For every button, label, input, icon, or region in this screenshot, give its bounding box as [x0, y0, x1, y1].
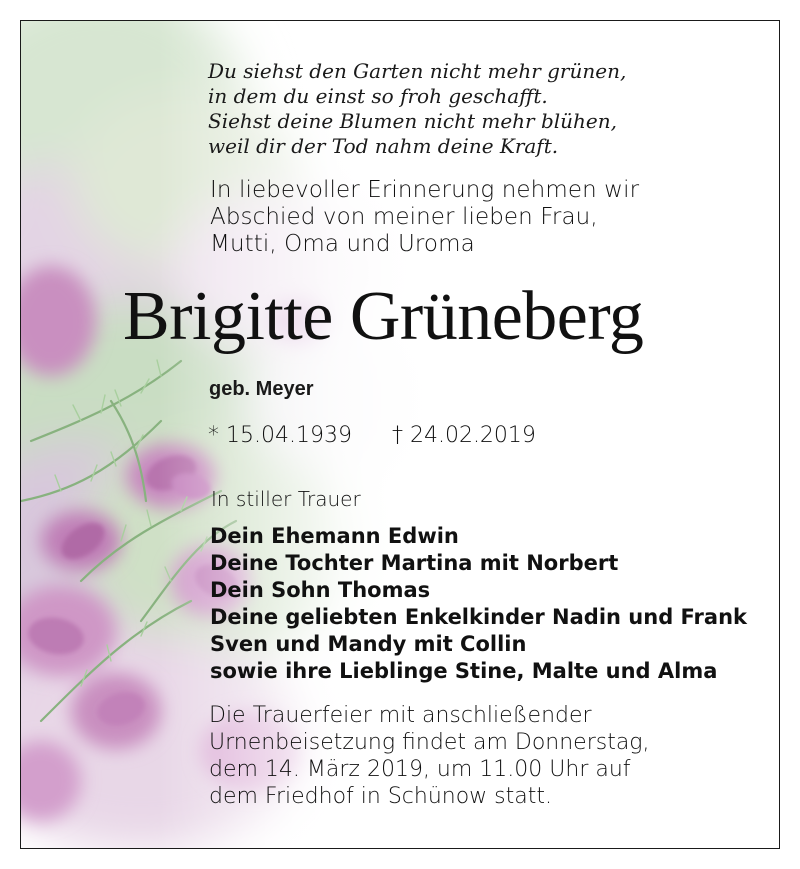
mourners-list — [210, 523, 747, 685]
mourner-line: sowie ihre Lieblinge Stine, Malte und Alma — [210, 659, 718, 683]
mourning-label: In stiller Trauer — [211, 487, 361, 511]
service-line: Die Trauerfeier mit anschließender — [209, 703, 592, 728]
life-dates — [208, 423, 536, 448]
deceased-name: Brigitte Grüneberg — [123, 278, 644, 355]
poem-line: Du siehst den Garten nicht mehr grünen, — [208, 59, 627, 83]
birth-date: * 15.04.1939 — [208, 423, 352, 448]
intro-line: In liebevoller Erinnerung nehmen wir — [210, 177, 640, 203]
poem-line: in dem du einst so froh geschafft. — [208, 84, 548, 108]
obituary-notice — [20, 20, 780, 849]
mourner-line: Dein Ehemann Edwin — [210, 524, 459, 548]
mourner-line: Deine Tochter Martina mit Norbert — [210, 551, 619, 575]
mourner-line: Deine geliebten Enkelkinder Nadin und Frank — [210, 605, 747, 629]
death-date: † 24.02.2019 — [391, 423, 536, 448]
intro-line: Mutti, Oma und Uroma — [210, 231, 475, 257]
poem-line: weil dir der Tod nahm deine Kraft. — [208, 134, 559, 158]
intro-line: Abschied von meiner lieben Frau, — [210, 204, 598, 230]
funeral-service-info — [209, 702, 650, 810]
mourner-line: Sven und Mandy mit Collin — [210, 632, 527, 656]
service-line: dem 14. März 2019, um 11.00 Uhr auf — [209, 757, 631, 782]
remembrance-intro — [210, 177, 639, 258]
mourner-line: Dein Sohn Thomas — [210, 578, 431, 602]
poem-line: Siehst deine Blumen nicht mehr blühen, — [208, 109, 617, 133]
maiden-name: geb. Meyer — [209, 378, 314, 400]
notice-text — [21, 21, 780, 849]
service-line: dem Friedhof in Schünow statt. — [209, 784, 552, 809]
memorial-poem — [208, 59, 626, 159]
service-line: Urnenbeisetzung findet am Donnerstag, — [209, 730, 650, 755]
